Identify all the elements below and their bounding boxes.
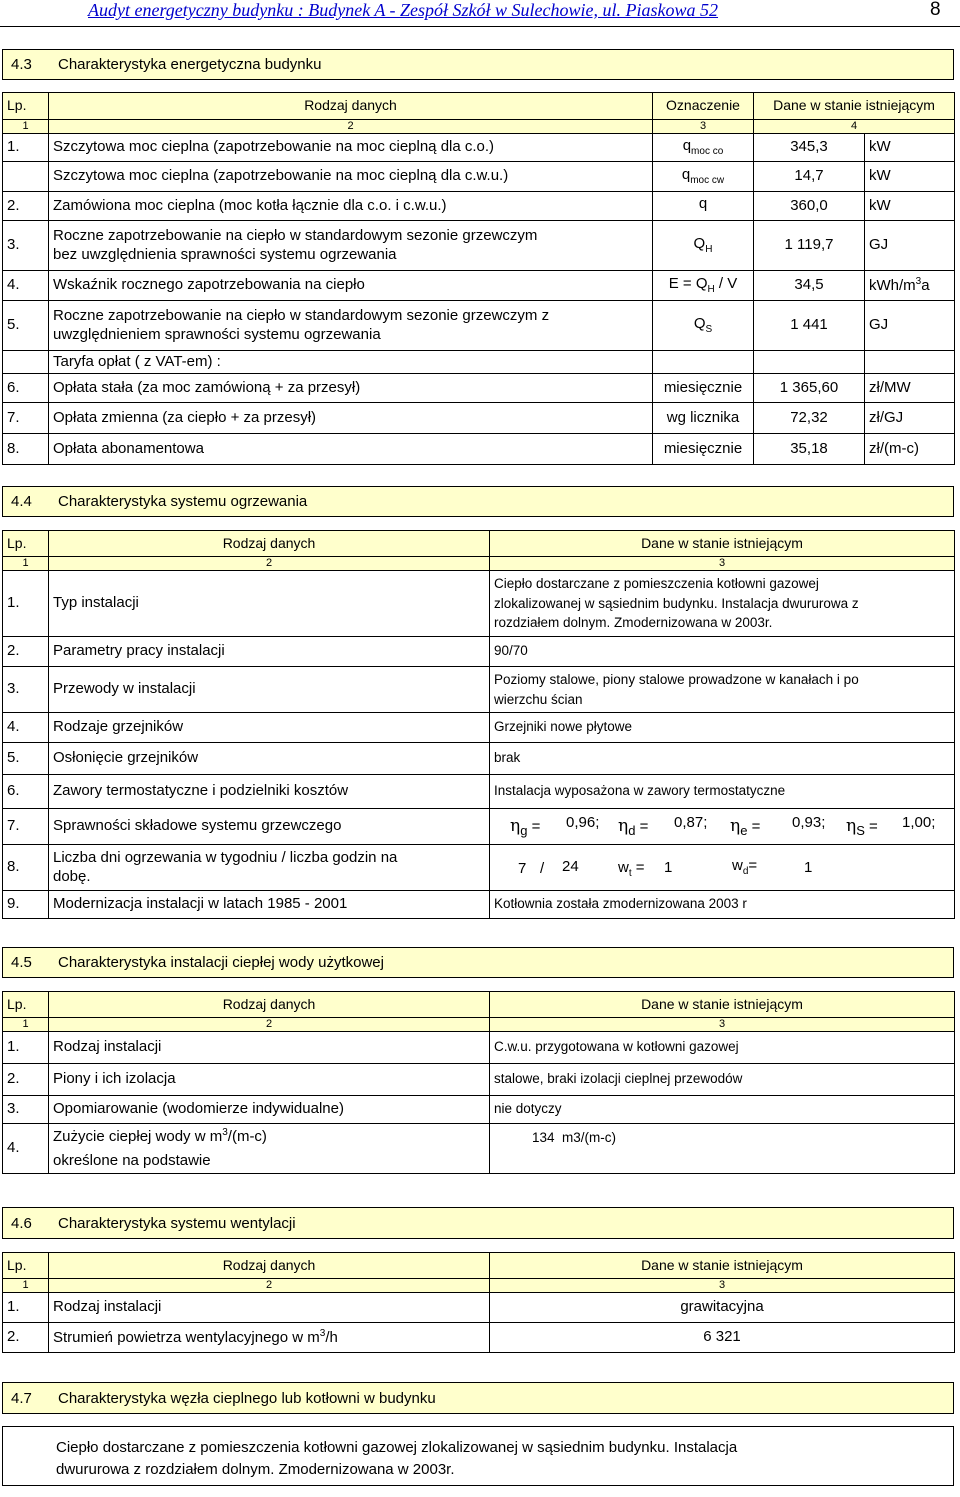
table-row: 8. Liczba dni ogrzewania w tygodniu / liczba godzin na dobę. 7 / 24 $w_t$ = 1 $w_d=$ 1	[3, 845, 955, 891]
table-row: 5. Roczne zapotrzebowanie na ciepło w standardowym sezonie grzewczym z uwzględnieniem sprawności systemu ogrzewania $Q_S$ 1 441 GJ	[3, 301, 955, 351]
section-4-3-heading	[2, 49, 954, 80]
page-number: 8	[930, 0, 941, 20]
heating-system-table: Lp. Rodzaj danych Dane w stanie istniejącym 1 2 3 1. Typ instalacji Ciepło dostarczane z pomieszczenia kotłowni gazowej zlokalizowanej w sąsiednim budynku. Instalacja dwururowa z rozdziałem dolnym. Zmodernizowana w 2003r. 2. Parametry pracy instalacji 90/70 3. Przewody w instalacji Poziomy stalowe, piony stalowe prowadzone w kanałach i po wierzchu ścian 4. Rodzaje grzejników Grzejniki nowe płytowe 5. Osłonięcie grzejników brak 6. Zawory termostatyczne i podzielniki kosztów Instalacja wyposażona w zawory termostatyczne 7. Sprawności składowe systemu grzewczego $\eta_g$ = 0,96; $\eta_d$ = 0,87; $\eta_e$ = 0,93; $\eta_S$ = 1,00; 8. Liczba dni ogrzewania w tygodniu / liczba godzin na dobę. 7 / 24 $w_t$ = 1 $w_d=$ 1 9. Modernizacja instalacji w latach 1985 - 2001 Kotłownia została zmodernizowana 2003 r	[2, 530, 955, 919]
table-row: 3. Opomiarowanie (wodomierze indywidualne) nie dotyczy	[3, 1096, 955, 1124]
section-4-7-heading	[2, 1382, 954, 1414]
table-row: 2. Parametry pracy instalacji 90/70	[3, 637, 955, 667]
page-header	[0, 0, 960, 30]
table-row: 4. Rodzaje grzejników Grzejniki nowe płytowe	[3, 713, 955, 743]
document-title: Audyt energetyczny budynku : Budynek A - Zespół Szkół w Sulechowie, ul. Piaskowa 52	[88, 0, 719, 20]
heating-schedule-values: 7 / 24 $w_t$ = 1 $w_d=$ 1	[490, 845, 955, 891]
section-title: Charakterystyka energetyczna budynku	[58, 56, 322, 73]
hot-water-table: Lp. Rodzaj danych Dane w stanie istniejącym 1 2 3 1. Rodzaj instalacji C.w.u. przygotowana w kotłowni gazowej 2. Piony i ich izolacja stalowe, braki izolacji cieplnej przewodów 3. Opomiarowanie (wodomierze indywidualne) nie dotyczy 4. Zużycie ciepłej wody w $m^3/(m-c)$ określone na podstawie 134 m3/(m-c)	[2, 991, 955, 1174]
table-row: 7. Sprawności składowe systemu grzewczego $\eta_g$ = 0,96; $\eta_d$ = 0,87; $\eta_e$ = 0,93; $\eta_S$ = 1,00;	[3, 809, 955, 845]
table-row: 1. Rodzaj instalacji C.w.u. przygotowana w kotłowni gazowej	[3, 1032, 955, 1064]
section-title: Charakterystyka węzła cieplnego lub kotłowni w budynku	[58, 1390, 436, 1407]
table-row: Szczytowa moc cieplna (zapotrzebowanie na moc cieplną dla c.w.u.) $q_{moc cw}$ 14,7 kW	[3, 162, 955, 192]
table-row: 1. Rodzaj instalacji grawitacyjna	[3, 1293, 955, 1323]
table-row: 6. Zawory termostatyczne i podzielniki kosztów Instalacja wyposażona w zawory termostatyczne	[3, 775, 955, 809]
table-row: 4. Wskaźnik rocznego zapotrzebowania na ciepło $E = Q_H / V$ 34,5 kWh/$m^3a$	[3, 271, 955, 301]
section-number: 4.6	[11, 1215, 32, 1232]
table-row: 3. Roczne zapotrzebowanie na ciepło w standardowym sezonie grzewczym bez uwzględnienia sprawności systemu ogrzewania $Q_H$ 1 119,7 GJ	[3, 221, 955, 271]
table-row: 6. Opłata stała (za moc zamówioną + za przesył) miesięcznie 1 365,60 zł/MW	[3, 374, 955, 403]
section-number: 4.4	[11, 493, 32, 510]
table-row: 5. Osłonięcie grzejników brak	[3, 743, 955, 775]
section-4-6-heading	[2, 1207, 954, 1239]
header-rule	[0, 26, 960, 27]
col-value: Dane w stanie istniejącym	[754, 93, 955, 120]
table-row: Taryfa opłat ( z VAT-em) :	[3, 351, 955, 374]
table-row: 7. Opłata zmienna (za ciepło + za przesył) wg licznika 72,32 zł/GJ	[3, 403, 955, 434]
section-title: Charakterystyka systemu ogrzewania	[58, 493, 308, 510]
energy-characteristics-table: Lp. Rodzaj danych Oznaczenie Dane w stanie istniejącym 1 2 3 4 1. Szczytowa moc cieplna (zapotrzebowanie na moc cieplną dla c.o.) $q_{moc co}$ 345,3 kW Szczytowa moc cieplna (zapotrzebowanie na moc cieplną dla c.w.u.) $q_{moc cw}$ 14,7 kW 2. Zamówiona moc cieplna (moc kotła łącznie dla c.o. i c.w.u.) q 360,0 kW 3. Roczne zapotrzebowanie na ciepło w standardowym sezonie grzewczym bez uwzględnienia sprawności systemu ogrzewania $Q_H$ 1 119,7 GJ 4. Wskaźnik rocznego zapotrzebowania na ciepło $E = Q_H / V$ 34,5 kWh/$m^3a$ 5. Roczne zapotrzebowanie na ciepło w standardowym sezonie grzewczym z uwzględnieniem sprawności systemu ogrzewania $Q_S$ 1 441 GJ Taryfa opłat ( z VAT-em) : 6. Opłata stała (za moc zamówioną + za przesył) miesięcznie 1 365,60 zł/MW 7. Opłata zmienna (za ciepło + za przesył) wg licznika 72,32 zł/GJ 8. Opłata abonamentowa miesięcznie 35,18 zł/(m-c)	[2, 92, 955, 465]
col-lp: Lp.	[3, 93, 49, 120]
table-row: 1. Typ instalacji Ciepło dostarczane z pomieszczenia kotłowni gazowej zlokalizowanej w sąsiednim budynku. Instalacja dwururowa z rozdziałem dolnym. Zmodernizowana w 2003r.	[3, 571, 955, 637]
section-number: 4.3	[11, 56, 32, 73]
ventilation-table: Lp. Rodzaj danych Dane w stanie istniejącym 1 2 3 1. Rodzaj instalacji grawitacyjna 2. Strumień powietrza wentylacyjnego w $m^3/h$ 6 321	[2, 1252, 955, 1353]
section-title: Charakterystyka instalacji ciepłej wody użytkowej	[58, 954, 384, 971]
efficiency-values: $\eta_g$ = 0,96; $\eta_d$ = 0,87; $\eta_e$ = 0,93; $\eta_S$ = 1,00;	[490, 809, 955, 845]
section-4-4-heading	[2, 486, 954, 517]
section-number: 4.5	[11, 954, 32, 971]
section-title: Charakterystyka systemu wentylacji	[58, 1215, 296, 1232]
table-row: 2. Strumień powietrza wentylacyjnego w $m^3/h$ 6 321	[3, 1323, 955, 1353]
table-row: 4. Zużycie ciepłej wody w $m^3/(m-c)$ określone na podstawie 134 m3/(m-c)	[3, 1124, 955, 1174]
table-row: 8. Opłata abonamentowa miesięcznie 35,18 zł/(m-c)	[3, 434, 955, 465]
table-row: 2. Piony i ich izolacja stalowe, braki izolacji cieplnej przewodów	[3, 1064, 955, 1096]
col-symbol: Oznaczenie	[653, 93, 754, 120]
section-number: 4.7	[11, 1390, 32, 1407]
table-row: 9. Modernizacja instalacji w latach 1985 - 2001 Kotłownia została zmodernizowana 2003 r	[3, 891, 955, 919]
table-row: 1. Szczytowa moc cieplna (zapotrzebowanie na moc cieplną dla c.o.) $q_{moc co}$ 345,3 kW	[3, 134, 955, 162]
heat-node-description: Ciepło dostarczane z pomieszczenia kotłowni gazowej zlokalizowanej w sąsiednim budynku. Instalacja dwururowa z rozdziałem dolnym. Zmodernizowana w 2003r.	[2, 1426, 954, 1486]
table-row: 3. Przewody w instalacji Poziomy stalowe, piony stalowe prowadzone w kanałach i po wierzchu ścian	[3, 667, 955, 713]
col-desc: Rodzaj danych	[49, 93, 653, 120]
section-4-5-heading	[2, 947, 954, 978]
table-row: 2. Zamówiona moc cieplna (moc kotła łącznie dla c.o. i c.w.u.) q 360,0 kW	[3, 192, 955, 221]
